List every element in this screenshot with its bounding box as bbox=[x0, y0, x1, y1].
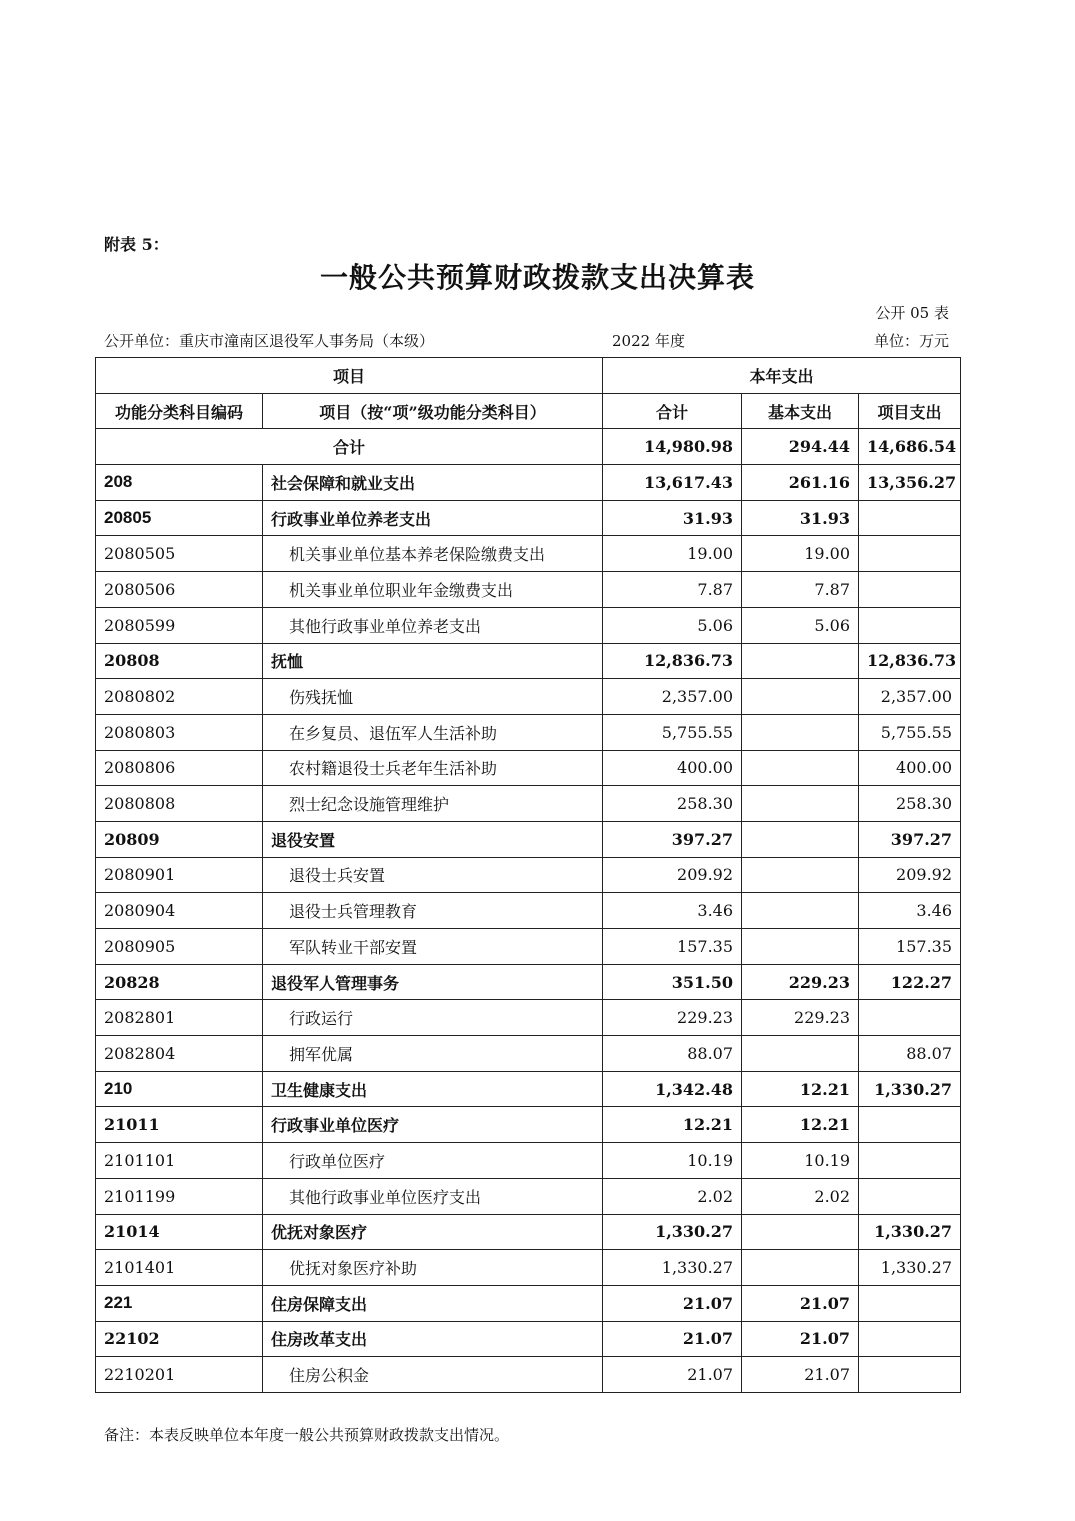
total-label: 合计 bbox=[96, 429, 603, 465]
row-total: 157.35 bbox=[603, 929, 742, 965]
row-project bbox=[859, 572, 961, 608]
total-basic: 294.44 bbox=[742, 429, 859, 465]
row-name: 住房公积金 bbox=[263, 1357, 603, 1393]
row-name: 在乡复员、退伍军人生活补助 bbox=[263, 714, 603, 750]
row-code: 2101401 bbox=[96, 1250, 263, 1286]
row-name: 社会保障和就业支出 bbox=[263, 465, 603, 501]
row-total: 351.50 bbox=[603, 964, 742, 1000]
table-row bbox=[96, 750, 961, 786]
row-basic bbox=[742, 929, 859, 965]
row-project bbox=[859, 1143, 961, 1179]
row-basic: 21.07 bbox=[742, 1285, 859, 1321]
row-name: 拥军优属 bbox=[263, 1036, 603, 1072]
row-code: 2080808 bbox=[96, 786, 263, 822]
row-project: 1,330.27 bbox=[859, 1250, 961, 1286]
row-basic: 12.21 bbox=[742, 1071, 859, 1107]
row-total: 1,342.48 bbox=[603, 1071, 742, 1107]
row-project: 13,356.27 bbox=[859, 465, 961, 501]
row-total: 10.19 bbox=[603, 1143, 742, 1179]
row-basic: 21.07 bbox=[742, 1321, 859, 1357]
row-basic bbox=[742, 1250, 859, 1286]
total-project: 14,686.54 bbox=[859, 429, 961, 465]
row-code: 2101199 bbox=[96, 1178, 263, 1214]
row-basic: 229.23 bbox=[742, 964, 859, 1000]
row-basic bbox=[742, 821, 859, 857]
row-code: 2080506 bbox=[96, 572, 263, 608]
row-code: 2080803 bbox=[96, 714, 263, 750]
row-basic bbox=[742, 679, 859, 715]
row-total: 12.21 bbox=[603, 1107, 742, 1143]
row-code: 22102 bbox=[96, 1321, 263, 1357]
table-row bbox=[96, 1000, 961, 1036]
row-project: 2,357.00 bbox=[859, 679, 961, 715]
table-row bbox=[96, 572, 961, 608]
header-row-2 bbox=[96, 393, 961, 429]
table-row bbox=[96, 1321, 961, 1357]
row-code: 20808 bbox=[96, 643, 263, 679]
row-project: 397.27 bbox=[859, 821, 961, 857]
table-row bbox=[96, 786, 961, 822]
row-project bbox=[859, 500, 961, 536]
row-code: 2080802 bbox=[96, 679, 263, 715]
row-total: 13,617.43 bbox=[603, 465, 742, 501]
row-name: 烈士纪念设施管理维护 bbox=[263, 786, 603, 822]
table-row bbox=[96, 1071, 961, 1107]
row-basic: 31.93 bbox=[742, 500, 859, 536]
row-code: 20828 bbox=[96, 964, 263, 1000]
row-project: 157.35 bbox=[859, 929, 961, 965]
row-name: 行政运行 bbox=[263, 1000, 603, 1036]
row-total: 88.07 bbox=[603, 1036, 742, 1072]
row-code: 2080905 bbox=[96, 929, 263, 965]
row-total: 1,330.27 bbox=[603, 1250, 742, 1286]
row-name: 机关事业单位基本养老保险缴费支出 bbox=[263, 536, 603, 572]
row-basic bbox=[742, 750, 859, 786]
row-name: 退役军人管理事务 bbox=[263, 964, 603, 1000]
row-project bbox=[859, 1000, 961, 1036]
row-project bbox=[859, 1357, 961, 1393]
row-total: 21.07 bbox=[603, 1285, 742, 1321]
row-project: 209.92 bbox=[859, 857, 961, 893]
row-basic: 10.19 bbox=[742, 1143, 859, 1179]
row-code: 20805 bbox=[96, 500, 263, 536]
row-total: 229.23 bbox=[603, 1000, 742, 1036]
header-basic: 基本支出 bbox=[742, 393, 859, 429]
header-project-expense: 项目支出 bbox=[859, 393, 961, 429]
row-basic bbox=[742, 643, 859, 679]
row-project bbox=[859, 536, 961, 572]
row-project: 400.00 bbox=[859, 750, 961, 786]
row-name: 行政事业单位医疗 bbox=[263, 1107, 603, 1143]
row-total: 2.02 bbox=[603, 1178, 742, 1214]
row-code: 21011 bbox=[96, 1107, 263, 1143]
row-total: 21.07 bbox=[603, 1321, 742, 1357]
row-total: 2,357.00 bbox=[603, 679, 742, 715]
table-row bbox=[96, 964, 961, 1000]
row-project: 3.46 bbox=[859, 893, 961, 929]
header-item: 项目（按“项”级功能分类科目） bbox=[263, 393, 603, 429]
table-row bbox=[96, 1178, 961, 1214]
row-total: 12,836.73 bbox=[603, 643, 742, 679]
row-code: 2082804 bbox=[96, 1036, 263, 1072]
row-name: 农村籍退役士兵老年生活补助 bbox=[263, 750, 603, 786]
header-code: 功能分类科目编码 bbox=[96, 393, 263, 429]
row-code: 20809 bbox=[96, 821, 263, 857]
table-row bbox=[96, 1357, 961, 1393]
header-current-year-expense: 本年支出 bbox=[603, 358, 961, 394]
row-name: 退役安置 bbox=[263, 821, 603, 857]
row-name: 优抚对象医疗 bbox=[263, 1214, 603, 1250]
table-row bbox=[96, 714, 961, 750]
row-project: 258.30 bbox=[859, 786, 961, 822]
row-basic: 19.00 bbox=[742, 536, 859, 572]
row-code: 21014 bbox=[96, 1214, 263, 1250]
table-row bbox=[96, 1107, 961, 1143]
table-row bbox=[96, 1285, 961, 1321]
header-total: 合计 bbox=[603, 393, 742, 429]
row-code: 2080599 bbox=[96, 607, 263, 643]
table-row bbox=[96, 1214, 961, 1250]
row-basic: 261.16 bbox=[742, 465, 859, 501]
table-row bbox=[96, 929, 961, 965]
row-project: 122.27 bbox=[859, 964, 961, 1000]
row-name: 军队转业干部安置 bbox=[263, 929, 603, 965]
row-total: 31.93 bbox=[603, 500, 742, 536]
row-code: 221 bbox=[96, 1285, 263, 1321]
row-basic bbox=[742, 893, 859, 929]
row-name: 抚恤 bbox=[263, 643, 603, 679]
row-basic bbox=[742, 786, 859, 822]
row-code: 2080901 bbox=[96, 857, 263, 893]
row-name: 机关事业单位职业年金缴费支出 bbox=[263, 572, 603, 608]
row-project: 12,836.73 bbox=[859, 643, 961, 679]
row-name: 住房保障支出 bbox=[263, 1285, 603, 1321]
row-basic: 229.23 bbox=[742, 1000, 859, 1036]
total-sum: 14,980.98 bbox=[603, 429, 742, 465]
row-project: 5,755.55 bbox=[859, 714, 961, 750]
row-project: 1,330.27 bbox=[859, 1071, 961, 1107]
row-total: 258.30 bbox=[603, 786, 742, 822]
row-basic: 7.87 bbox=[742, 572, 859, 608]
table-row bbox=[96, 679, 961, 715]
row-project bbox=[859, 1321, 961, 1357]
row-code: 2080806 bbox=[96, 750, 263, 786]
table-row bbox=[96, 821, 961, 857]
row-total: 7.87 bbox=[603, 572, 742, 608]
row-total: 19.00 bbox=[603, 536, 742, 572]
page-title: 一般公共预算财政拨款支出决算表 bbox=[319, 261, 755, 294]
row-code: 2082801 bbox=[96, 1000, 263, 1036]
row-name: 卫生健康支出 bbox=[263, 1071, 603, 1107]
table-row bbox=[96, 1250, 961, 1286]
row-name: 伤残抚恤 bbox=[263, 679, 603, 715]
row-basic bbox=[742, 1036, 859, 1072]
footnote: 备注：本表反映单位本年度一般公共预算财政拨款支出情况。 bbox=[104, 1426, 510, 1444]
row-project bbox=[859, 1285, 961, 1321]
attachment-label: 附表 5： bbox=[104, 235, 169, 254]
row-total: 5.06 bbox=[603, 607, 742, 643]
row-name: 其他行政事业单位养老支出 bbox=[263, 607, 603, 643]
row-basic: 12.21 bbox=[742, 1107, 859, 1143]
row-name: 行政事业单位养老支出 bbox=[263, 500, 603, 536]
row-basic: 2.02 bbox=[742, 1178, 859, 1214]
table-row bbox=[96, 500, 961, 536]
row-basic bbox=[742, 857, 859, 893]
row-code: 2210201 bbox=[96, 1357, 263, 1393]
table-row bbox=[96, 857, 961, 893]
row-total: 5,755.55 bbox=[603, 714, 742, 750]
row-basic: 5.06 bbox=[742, 607, 859, 643]
row-code: 210 bbox=[96, 1071, 263, 1107]
row-code: 208 bbox=[96, 465, 263, 501]
expense-table bbox=[95, 357, 961, 1393]
row-code: 2080904 bbox=[96, 893, 263, 929]
row-name: 行政单位医疗 bbox=[263, 1143, 603, 1179]
table-row bbox=[96, 893, 961, 929]
row-project bbox=[859, 1107, 961, 1143]
table-row bbox=[96, 607, 961, 643]
row-name: 退役士兵管理教育 bbox=[263, 893, 603, 929]
table-row bbox=[96, 465, 961, 501]
row-basic bbox=[742, 1214, 859, 1250]
row-name: 优抚对象医疗补助 bbox=[263, 1250, 603, 1286]
currency-unit: 单位：万元 bbox=[873, 332, 949, 350]
header-row-1 bbox=[96, 358, 961, 394]
row-total: 400.00 bbox=[603, 750, 742, 786]
row-total: 1,330.27 bbox=[603, 1214, 742, 1250]
row-basic bbox=[742, 714, 859, 750]
row-total: 397.27 bbox=[603, 821, 742, 857]
reporting-unit: 公开单位：重庆市潼南区退役军人事务局（本级） bbox=[104, 332, 435, 350]
table-row bbox=[96, 536, 961, 572]
table-row bbox=[96, 643, 961, 679]
total-row bbox=[96, 429, 961, 465]
row-name: 住房改革支出 bbox=[263, 1321, 603, 1357]
row-project bbox=[859, 607, 961, 643]
row-basic: 21.07 bbox=[742, 1357, 859, 1393]
table-row bbox=[96, 1143, 961, 1179]
row-name: 退役士兵安置 bbox=[263, 857, 603, 893]
table-row bbox=[96, 1036, 961, 1072]
row-project bbox=[859, 1178, 961, 1214]
row-project: 88.07 bbox=[859, 1036, 961, 1072]
fiscal-year: 2022 年度 bbox=[612, 332, 685, 350]
row-total: 21.07 bbox=[603, 1357, 742, 1393]
row-project: 1,330.27 bbox=[859, 1214, 961, 1250]
row-name: 其他行政事业单位医疗支出 bbox=[263, 1178, 603, 1214]
row-total: 209.92 bbox=[603, 857, 742, 893]
header-project: 项目 bbox=[96, 358, 603, 394]
table-number: 公开 05 表 bbox=[875, 304, 949, 322]
row-total: 3.46 bbox=[603, 893, 742, 929]
row-code: 2080505 bbox=[96, 536, 263, 572]
row-code: 2101101 bbox=[96, 1143, 263, 1179]
